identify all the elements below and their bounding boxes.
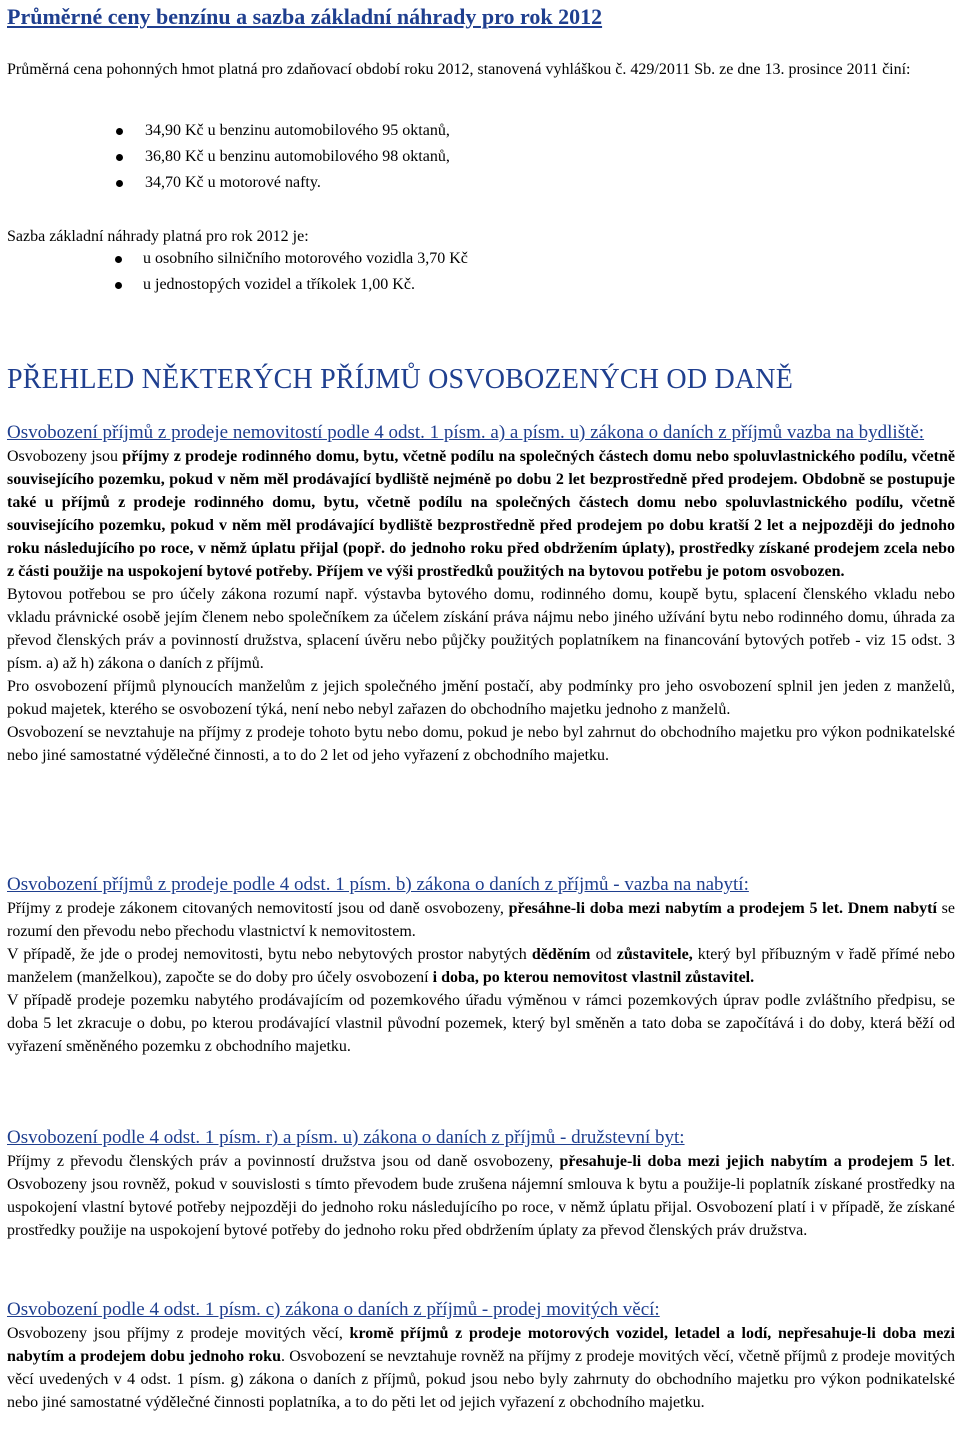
section-title: Osvobození příjmů z prodeje podle 4 odst. 1 písm. b) zákona o daních z příjmů - vazba na nabytí: — [7, 874, 749, 895]
section-paragraph — [7, 943, 955, 989]
bold-text: zůstavitele, — [616, 946, 693, 963]
list-item: u jednostopých vozidel a tříkolek 1,00 Kč. — [7, 272, 468, 298]
section-movable-property — [7, 1298, 955, 1414]
bold-text: přesáhne-li doba mezi nabytím a prodejem 5 let. Dnem nabytí — [508, 900, 937, 917]
text-run: Bytovou potřebou se pro účely zákona rozumí např. výstavba bytového domu, rodinného domu, koupě bytu, splacení členského vkladu nebo vkladu právnické osobě jejím členem nebo společníkem za účelem získání práva nájmu nebo jiného užívání bytu nebo rodinného domu, úhrada za převod členských práv a povinností družstva, splacení úvěru nebo půjčky použitých poplatníkem na financování bytových potřeb - viz 15 odst. 3 písm. a) až h) zákona o daních z příjmů. — [7, 586, 955, 672]
section-cooperative-flat — [7, 1126, 955, 1242]
section-body — [7, 897, 955, 1058]
list-item: 34,70 Kč u motorové nafty. — [7, 170, 450, 196]
section-title: Osvobození podle 4 odst. 1 písm. r) a písm. u) zákona o daních z příjmů - družstevní byt: — [7, 1127, 685, 1148]
section-paragraph — [7, 583, 955, 675]
section-body — [7, 1150, 955, 1242]
text-run: V případě prodeje pozemku nabytého prodávajícím od pozemkového úřadu výměnou v rámci pozemkových úprav podle zvláštního předpisu, se doba 5 let zkracuje o dobu, po kterou prodávající vlastnil původní pozemek, který byl směněn a tato doba se započítává i do doby, která běží od vyřazení směněného pozemku z obchodního majetku. — [7, 992, 955, 1055]
list-item: u osobního silničního motorového vozidla 3,70 Kč — [7, 246, 468, 272]
section-title: Osvobození příjmů z prodeje nemovitostí podle 4 odst. 1 písm. a) a písm. u) zákona o daních z příjmů vazba na bydliště: — [7, 422, 925, 443]
overview-heading: PŘEHLED NĚKTERÝCH PŘÍJMŮ OSVOBOZENÝCH OD DANĚ — [7, 364, 794, 395]
bold-text: přesahuje-li doba mezi jejich nabytím a prodejem 5 let — [559, 1153, 951, 1170]
section-paragraph — [7, 721, 955, 767]
section-paragraph — [7, 1150, 955, 1242]
fuel-price-list — [7, 118, 450, 196]
text-run: se rozumí den převodu nebo přechodu vlastnictví k nemovitostem. — [7, 900, 955, 940]
text-run: který byl příbuzným v řadě přímé nebo manželem (manželkou), započte se do doby pro účely osvobození — [7, 946, 956, 986]
text-run: Příjmy z převodu členských práv a povinností družstva jsou od daně osvobozeny, — [7, 1153, 560, 1170]
section-body — [7, 1322, 955, 1414]
page-title: Průměrné ceny benzínu a sazba základní náhrady pro rok 2012 — [7, 4, 603, 29]
text-run: Osvobození se nevztahuje na příjmy z prodeje tohoto bytu nebo domu, pokud je nebo byl zahrnut do obchodního majetku pro výkon podnikatelské nebo jiné samostatné výdělečné činnosti, a to do 2 let od jeho vyřazení z obchodního majetku. — [7, 724, 955, 764]
text-run: od — [590, 946, 617, 963]
text-run: Příjmy z prodeje zákonem citovaných nemovitostí jsou od daně osvobozeny, — [7, 900, 509, 917]
bold-text: příjmy z prodeje rodinného domu, bytu, včetně podílu na společných částech domu nebo spoluvlastnického podílu, včetně souvisejícího pozemku, pokud v něm měl prodávající bydliště nejméně po dobu 2 let bezprostředně před prodejem. Obdobně se postupuje také u příjmů z prodeje rodinného domu, bytu, včetně podílu na společných částech domu nebo spoluvlastnického podílu, včetně souvisejícího pozemku, pokud v něm měl prodávající bydliště bezprostředně před prodejem po dobu kratší 2 let a nejpozději do jednoho roku následujícího po roce, v němž úplatu přijal (popř. do jednoho roku před obdržením úplaty), prostředky získané prodejem zcela nebo z části použije na uspokojení bytové potřeby. Příjem ve výši prostředků použitých na bytovou potřebu je potom osvobozen. — [7, 448, 955, 580]
list-item: 34,90 Kč u benzinu automobilového 95 oktanů, — [7, 118, 450, 144]
text-run: Osvobozeny jsou — [7, 448, 123, 465]
bold-text: i doba, po kterou nemovitost vlastnil zůstavitel. — [432, 969, 755, 986]
intro-paragraph: Průměrná cena pohonných hmot platná pro zdaňovací období roku 2012, stanovená vyhláškou č. 429/2011 Sb. ze dne 13. prosince 2011 činí: — [7, 61, 911, 78]
rate-list — [7, 246, 468, 298]
bold-text: kromě příjmů z prodeje motorových vozidel, letadel a lodí, nepřesahuje-li doba mezi nabytím a prodejem dobu jednoho roku — [7, 1325, 956, 1365]
text-run: Osvobozeny jsou příjmy z prodeje movitých věcí, — [7, 1325, 350, 1342]
text-run: . Osvobození se nevztahuje rovněž na příjmy z prodeje movitých věcí, včetně příjmů z prodeje movitých věcí uvedených v 4 odst. 1 písm. g) zákona o daních z příjmů, pokud jsou nebo byly zahrnuty do obchodního majetku pro výkon podnikatelské nebo jiné samostatné výdělečné činnosti poplatníka, a to do pěti let od jejich vyřazení z obchodního majetku. — [7, 1348, 955, 1411]
text-run: V případě, že jde o prodej nemovitosti, bytu nebo nebytových prostor nabytých — [7, 946, 532, 963]
text-run: Pro osvobození příjmů plynoucích manželům z jejich společného jmění postačí, aby podmínky pro jeho osvobození splnil jen jeden z manželů, pokud majetek, kterého se osvobození týká, není nebo nebyl zařazen do obchodního majetku jednoho z manželů. — [7, 678, 955, 718]
section-title: Osvobození podle 4 odst. 1 písm. c) zákona o daních z příjmů - prodej movitých věcí: — [7, 1299, 660, 1320]
section-paragraph — [7, 445, 955, 583]
bold-text: děděním — [531, 946, 591, 963]
text-run: . Osvobozeny jsou rovněž, pokud v souvislosti s tímto převodem bude zrušena nájemní smlouva k bytu a použije-li poplatník získané prostředky na uspokojení vlastní bytové potřeby nejpozději do jednoho roku následujícího po roce, v němž úplatu přijal. Osvobození platí i v případě, že získané prostředky použije na uspokojení bytové potřeby do jednoho roku před obdržením úplaty za převod členských práv družstva. — [7, 1153, 955, 1239]
section-paragraph — [7, 989, 955, 1058]
rate-intro: Sazba základní náhrady platná pro rok 2012 je: — [7, 228, 309, 245]
section-paragraph — [7, 1322, 955, 1414]
section-paragraph — [7, 675, 955, 721]
section-paragraph — [7, 897, 955, 943]
list-item: 36,80 Kč u benzinu automobilového 98 oktanů, — [7, 144, 450, 170]
section-body — [7, 445, 955, 767]
section-sale-residence — [7, 421, 955, 767]
section-sale-acquisition — [7, 873, 955, 1058]
